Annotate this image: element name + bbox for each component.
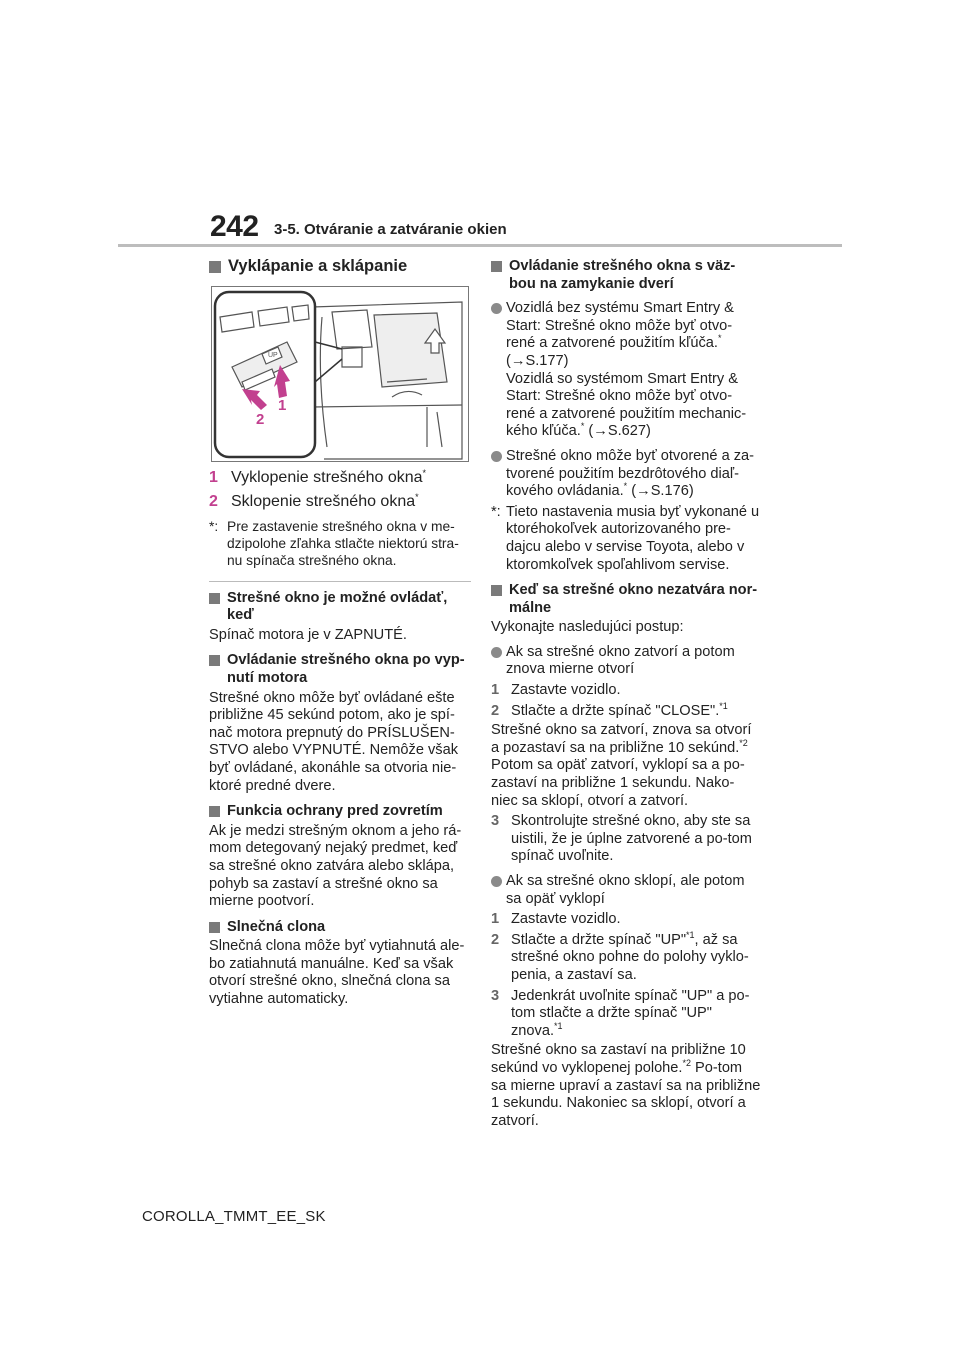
sunroof-switch-illustration xyxy=(211,286,469,462)
right-column xyxy=(491,258,761,1130)
intro-text: Vykonajte nasledujúci postup: xyxy=(491,619,684,636)
step-3: 3 Jedenkrát uvoľnite spínač "UP" a po-tom stlačte a držte spínač "UP" znova.$^{*1}$ xyxy=(491,987,750,1039)
subsection-body: Strešné okno môže byť ovládané ešte približne 45 sekúnd potom, ako je spí-nač motora prepnutý do PRÍSLUŠEN-STVO alebo VYPNUTÉ. Nemôže však byť ovládané, akonáhle sa otvoria nie-ktoré predné dvere. xyxy=(209,689,458,794)
round-bullet-icon xyxy=(491,647,502,658)
round-bullet-icon xyxy=(491,303,502,314)
section-heading: Vyklápanie a sklápanie xyxy=(209,258,471,276)
step-2: 2 Stlačte a držte spínač "CLOSE".$^{*1}$ xyxy=(491,700,728,719)
square-bullet-icon xyxy=(209,655,220,666)
step-description: Strešné okno sa zatvorí, znova sa otvorí a pozastaví sa na približne 10 sekúnd.$^{*2}$ Potom sa opäť zatvorí, vyklopí sa a po-zastaví na približne 1 sekundu. Nako-niec sa sklopí, otvorí a zatvorí. xyxy=(491,722,752,809)
footnote: *: Tieto nastavenia musia byť vykonané u ktoréhokoľvek autorizovaného pre-dajcu alebo v servise Toyota, alebo v ktoromkoľvek spoľahlivom servise. xyxy=(491,503,760,573)
subsection-heading: Ovládanie strešného okna s väz-bou na zamykanie dverí xyxy=(491,258,761,293)
square-bullet-icon xyxy=(491,261,502,272)
footnote: *: Pre zastavenie strešného okna v me-dzipolohe zľahka stlačte niektorú stra-nu spínača strešného okna. xyxy=(209,518,459,568)
list-item: Vozidlá bez systému Smart Entry & Start: Strešné okno môže byť otvo-rené a zatvorené použitím kľúča.* (→S.177) Vozidlá so systémom Smart Entry & Start: Strešné okno môže byť otvo-rené a zatvorené použitím mechanic-kého kľúča.* (→S.627) xyxy=(491,300,761,441)
left-column xyxy=(209,258,471,1009)
subsection-body: Spínač motora je v ZAPNUTÉ. xyxy=(209,626,407,643)
square-bullet-icon xyxy=(209,261,221,273)
subsection-heading: Ovládanie strešného okna po vyp-nutí motora xyxy=(209,652,471,687)
square-bullet-icon xyxy=(491,585,502,596)
figure-label-2: 2 xyxy=(256,410,265,428)
page-number: 242 xyxy=(210,210,259,243)
step-1: 1 Zastavte vozidlo. xyxy=(491,682,621,699)
subsection-heading: Slnečná clona xyxy=(209,919,471,937)
step-1: 1 Zastavte vozidlo. xyxy=(491,911,621,928)
illustration-svg xyxy=(212,287,468,461)
caption-2: 2 Sklopenie strešného okna* xyxy=(209,491,419,510)
chapter-title: 3-5. Otváranie a zatváranie okien xyxy=(274,221,507,238)
step-2: 2 Stlačte a držte spínač "UP"$^{*1}$, až sa strešné okno pohne do polohy vyklo-penia, a zastaví sa. xyxy=(491,929,749,983)
step-3: 3 Skontrolujte strešné okno, aby ste sa uistili, že je úplne zatvorené a po-tom spínač uvoľnite. xyxy=(491,813,752,865)
step-description: Strešné okno sa zastaví na približne 10 sekúnd vo vyklopenej polohe.$^{*2}$ Po-tom sa mierne upraví a zastaví sa na približne 1 sekundu. Nakoniec sa sklopí, otvorí a zatvorí. xyxy=(491,1042,761,1129)
caption-1: 1 Vyklopenie strešného okna* xyxy=(209,467,427,486)
section-divider xyxy=(209,581,471,582)
footer-code: COROLLA_TMMT_EE_SK xyxy=(142,1208,326,1225)
square-bullet-icon xyxy=(209,593,220,604)
subsection-heading: Strešné okno je možné ovládať, keď xyxy=(209,590,471,625)
subsection-body: Slnečná clona môže byť vytiahnutá ale-bo zatiahnutá manuálne. Keď sa však otvorí strešné okno, slnečná clona sa vytiahne automaticky. xyxy=(209,938,465,1008)
square-bullet-icon xyxy=(209,922,220,933)
figure-label-1: 1 xyxy=(278,396,287,414)
header-rule xyxy=(118,244,842,247)
round-bullet-icon xyxy=(491,451,502,462)
subsection-body: Ak je medzi strešným oknom a jeho rá-mom detegovaný nejaký predmet, keď sa strešné okno zatvára alebo sklápa, pohyb sa zastaví a strešné okno sa mierne pootvorí. xyxy=(209,822,462,910)
subsection-heading: Keď sa strešné okno nezatvára nor-málne xyxy=(491,582,761,617)
subsection-heading: Funkcia ochrany pred zovretím xyxy=(209,803,471,821)
round-bullet-icon xyxy=(491,876,502,887)
square-bullet-icon xyxy=(209,806,220,817)
list-item: Ak sa strešné okno zatvorí a potom znova mierne otvorí xyxy=(491,644,761,679)
up-button-text: UP xyxy=(268,351,278,359)
list-item: Strešné okno môže byť otvorené a za-tvorené použitím bezdrôtového diaľ-kového ovládania.* (→S.176) xyxy=(491,448,761,501)
list-item: Ak sa strešné okno sklopí, ale potom sa opäť vyklopí xyxy=(491,873,761,908)
